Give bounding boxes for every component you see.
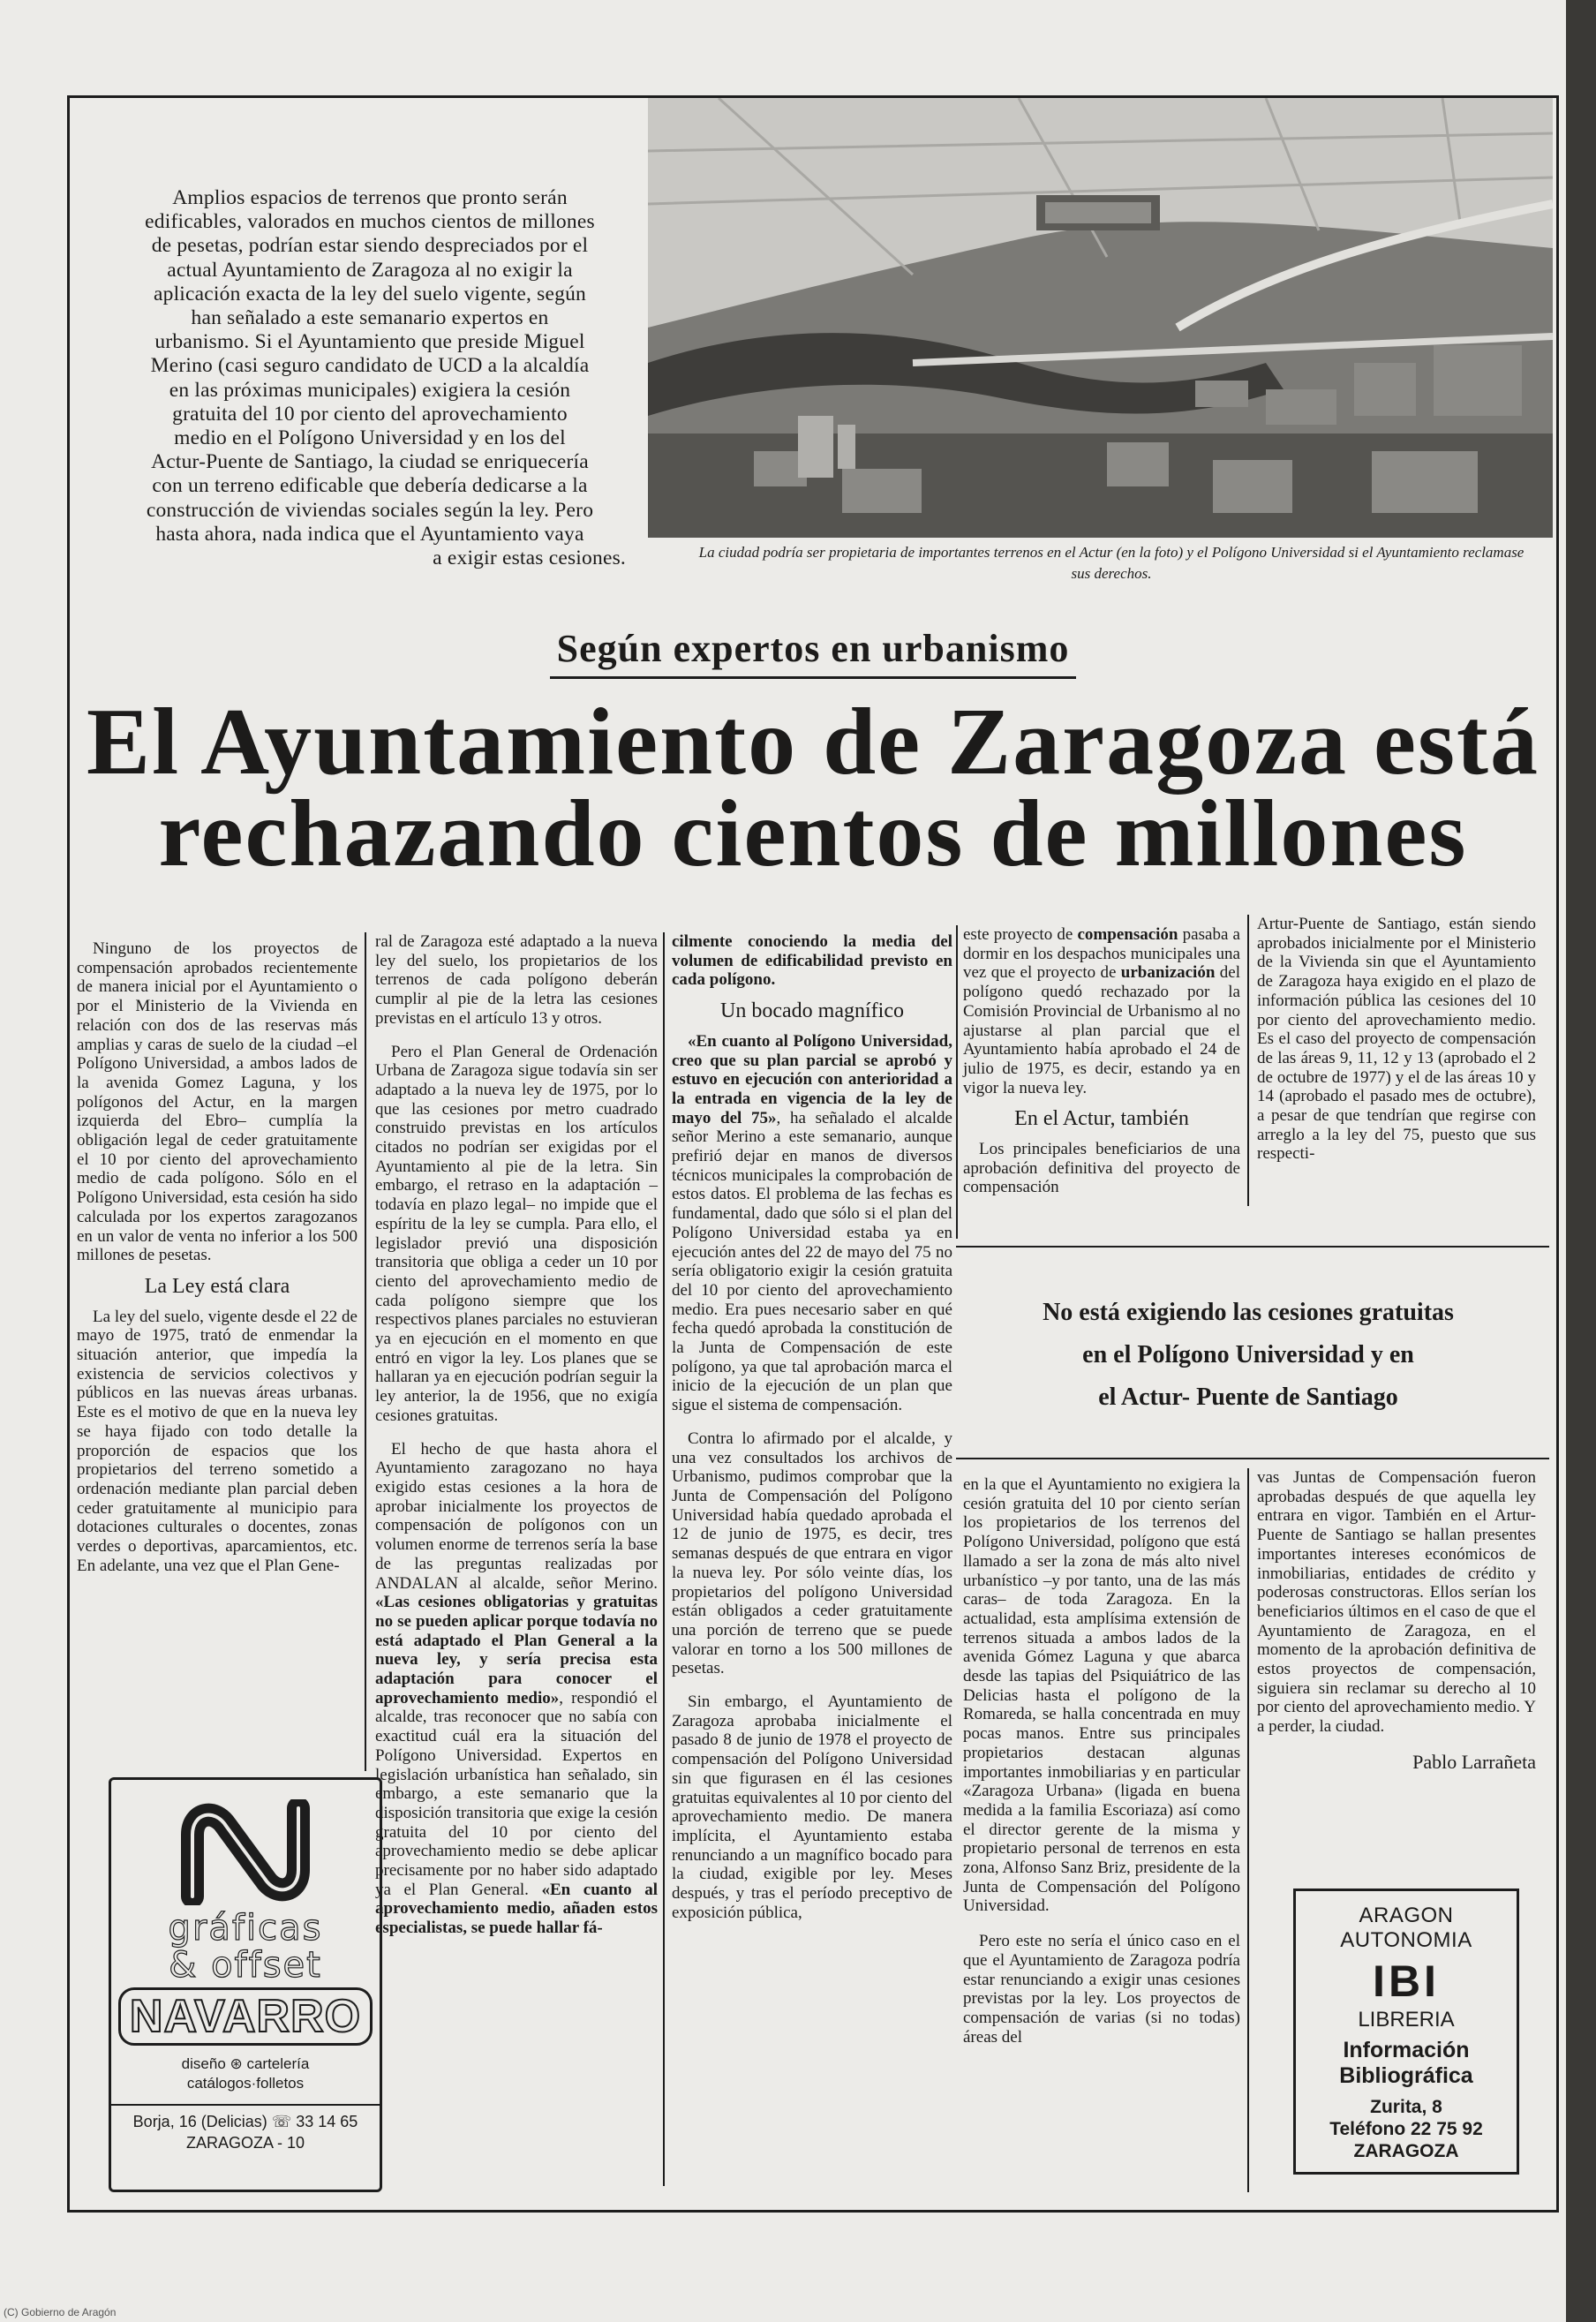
deck-rule-bottom: [956, 1458, 1549, 1459]
text-run: , ha señalado el alcalde señor Merino a este semanario, aunque prefirió dejar en manos de diversos técnicos municipales la comprobación de estos datos. El problema de las fechas es fundamental, dado que sólo si el plan del Polígono Universidad estaba ya en ejecución antes del 22 de mayo del 75 no sería obligatorio exigir la cesión gratuita del 10 por ciento del aprovechamiento medio. Era pues necesario saber en qué fecha quedó aprobada la constitución de la Junta de Compensación de este polígono, ya que tal aprobación marca el inicio de la ejecución de un plan que sigue el sistema de compensación.: [672, 1108, 952, 1415]
lead-line: con un terreno edificable que debería dedicarse a la: [152, 474, 588, 498]
paragraph: Contra lo afirmado por el alcalde, y una vez consultados los archivos de Urbanismo, pudimos comprobar que la Junta de Compensación del Polígono Universidad había quedado aprobada el 12 de junio de 1975, es decir, tres semanas después de que entrara en vigor la nueva ley. Por sólo veinte días, los propietarios del polígono Universidad están obligados a ceder gratuitamente una porción de terreno que se puede valorar en torno a los 500 millones de pesetas.: [672, 1429, 952, 1678]
column-rule: [365, 932, 366, 1771]
lead-line: hasta ahora, nada indica que el Ayuntamiento vaya: [155, 522, 584, 546]
subheading: En el Actur, también: [1014, 1107, 1189, 1131]
paragraph: Ninguno de los proyectos de compensación aprobados recientemente de manera inicial por el Ayuntamiento o por el Ministerio de la Vivienda en relación con dos de las reservas más amplias y caras de suelo de la ciudad –el Polígono Universidad, a ambos lados de la avenida Gomez Laguna, y los polígonos del Actur, en la margen izquierda del Ebro– cumplía la obligación legal de ceder gratuitamente el 10 por ciento del aprovechamiento medio de cada polígono. Sólo en el Polígono Universidad, esta cesión ha sido calculada por los expertos zaragozanos en un valor de venta no inferior a los 500 millones de pesetas.: [77, 939, 358, 1265]
text-run: «En cuanto al Polígono Universidad, creo que su plan parcial se aprobó y estuvo en ejecución con anterioridad a la entrada en vigencia de la ley de mayo del 75»: [672, 1031, 952, 1127]
text-run: , respondió el alcalde, tras reconocer que no sabía con exactitud cuál era la situación del Polígono Universidad. Expertos en legislación urbanística han señalado, sin embargo, a este semanario que la disposición transitoria que exige la cesión gratuita del 10 por ciento del aprovechamiento medio se debe aplicar precisamente por no haber sido adaptado ya el Plan General.: [375, 1688, 658, 1899]
text-run: del polígono quedó rechazado por la Comisión Provincial de Urbanismo al no ajustarse al plan parcial que el Ayuntamiento había aprobado el 24 de julio de 1975, es decir, estando ya en vigor la nueva ley.: [963, 963, 1240, 1097]
text-run: «En cuanto al aprovechamiento medio, añaden estos especialistas, se puede hallar fá-: [375, 1880, 658, 1938]
subheading: La Ley está clara: [144, 1274, 290, 1298]
ad-tagline: & offset: [169, 1945, 322, 1986]
lead-line: actual Ayuntamiento de Zaragoza al no exigir la: [167, 258, 573, 282]
navarro-logo-icon: [175, 1799, 316, 1905]
kicker: [70, 626, 1556, 679]
lead-line: medio en el Polígono Universidad y en los del: [174, 426, 566, 450]
ad-city: ZARAGOZA: [1353, 2141, 1459, 2161]
column-4: [963, 925, 1240, 1197]
author-signature: Pablo Larrañeta: [1412, 1750, 1536, 1773]
paragraph: Artur-Puente de Santiago, están siendo aprobados inicialmente por el Ministerio de la Vivienda sin que el Ayuntamiento de Zaragoza haya exigido en el plazo de información pública las cesiones del 10 por ciento del aprovechamiento medio. Es el caso del proyecto de compensación de las áreas 9, 11, 12 y 13 (aprobado el 2 de octubre de 1977) y el de las áreas 10 y 14 (aprobado el pasado mes de octubre), a pesar de que tendrían que regirse con arreglo a la ley del 75, puesto que sus respecti-: [1257, 915, 1536, 1164]
paragraph: vas Juntas de Compensación fueron aprobadas después de que aquella ley entrara en vigor. También en el Artur-Puente de Santiago se hallan presentes importantes intereses económicos de inmobiliarias, entidades de crédito y poderosas constructoras. Ellos serían los beneficiarios últimos en el caso de que el Ayuntamiento de Zaragoza, en el momento de la aprobación definitiva de estos proyectos de compensación, siguiera sin reclamar su derecho al 10 por ciento del aprovechamiento medio. Y a perder, la ciudad.: [1257, 1468, 1536, 1737]
paragraph: [375, 1440, 658, 1938]
headline-line: rechazando cientos de millones: [158, 781, 1468, 886]
text-run: este proyecto de: [963, 925, 1078, 944]
column-5: [1257, 915, 1536, 1164]
paragraph: Pero este no sería el único caso en el que el Ayuntamiento de Zaragoza podría estar renunciando a exigir unas cesiones previstas por la ley. Los proyectos de compensación de varias (si no todas) áreas del: [963, 1932, 1240, 2047]
column-rule: [1247, 915, 1249, 1206]
ad-address: Borja, 16 (Delicias) ☏ 33 14 65: [111, 2104, 380, 2132]
kicker-text: Según expertos en urbanismo: [550, 626, 1077, 679]
ad-address: Zurita, 8: [1370, 2097, 1442, 2117]
deck-line: No está exigiendo las cesiones gratuitas: [1043, 1299, 1454, 1326]
ad-services: diseño ⊛ cartelería: [181, 2055, 310, 2072]
ibi-logo: IBI: [1373, 1956, 1440, 2006]
paragraph: cilmente conociendo la media del volumen de edificabilidad previsto en cada polígono.: [672, 932, 952, 990]
ad-text: Bibliográfica: [1339, 2063, 1473, 2088]
column-4-continued: [963, 1475, 1240, 2047]
article-frame: [67, 95, 1559, 2213]
ad-tagline: gráficas: [168, 1908, 323, 1949]
paragraph: Pero el Plan General de Ordenación Urbana de Zaragoza sigue todavía sin ser adaptado a la nueva ley de 1975, por lo que las cesiones por metro cuadrado construido previstas en los artículos citados no podrían ser exigidas por el Ayuntamiento al pie de la letra. Sin embargo, el retraso en la adaptación –todavía en plazo legal– no impide que el espíritu de la ley se cumpla. Para ello, el legislador previó una disposición transitoria que obliga a ceder un 10 por ciento del aprovechamiento medio de cada polígono siempre que los respectivos planes parciales no estuvieran ya en ejecución en el momento en que entró en vigor la ley. Los planes que se hallaran ya en ejecución podrían seguir la ley anterior, la de 1956, que no exigía cesiones gratuitas.: [375, 1042, 658, 1425]
headline: [70, 690, 1556, 886]
lead-line: edificables, valorados en muchos cientos de millones: [145, 210, 595, 234]
ad-subtitle: LIBRERIA: [1358, 2008, 1455, 2032]
paragraph: ral de Zaragoza esté adaptado a la nueva ley del suelo, los propietarios de los terrenos de cada polígono deberán cumplir al pie de la letra las cesiones previstas en el artículo 13 y otros.: [375, 932, 658, 1028]
subheading: Un bocado magnífico: [720, 999, 904, 1023]
ad-libreria-ibi: [1293, 1889, 1519, 2175]
ad-graficas-navarro: [109, 1777, 382, 2192]
ad-title: ARAGON AUTONOMIA: [1340, 1904, 1472, 1952]
ad-phone: Teléfono 22 75 92: [1329, 2119, 1483, 2139]
lead-line: construcción de viviendas sociales según la ley. Pero: [146, 498, 594, 522]
text-run: compensación: [1077, 925, 1178, 944]
lead-line: a exigir estas cesiones.: [433, 547, 626, 570]
column-rule: [956, 925, 958, 1239]
aerial-photo-illustration: [648, 98, 1553, 538]
column-rule: [1247, 1468, 1249, 2192]
paragraph: [963, 925, 1240, 1097]
paragraph: [672, 1032, 952, 1415]
ad-city: ZARAGOZA - 10: [185, 2134, 305, 2152]
ad-brand: NAVARRO: [118, 1987, 373, 2046]
deck-rule-top: [956, 1246, 1549, 1248]
lead-line: han señalado a este semanario expertos en: [191, 306, 549, 330]
ad-text: Información: [1343, 2038, 1470, 2062]
lead-line: en las próximas municipales) exigiera la cesión: [169, 378, 571, 402]
text-run: urbanización: [1120, 963, 1216, 983]
paragraph: en la que el Ayuntamiento no exigiera la cesión gratuita del 10 por ciento serían los propietarios de los terrenos del Polígono Universidad, polígono que está llamado a ser la zona de más alto nivel urbanístico –y por tanto, una de las más caras– de toda Zaragoza. En la actualidad, esta amplísima extensión de terrenos situada a ambos lados de la avenida Gómez Laguna y que abarca desde las tapias del Psiquiátrico de las Delicias hasta el polígono de la Romareda, se halla concentrada en muy pocas manos. Entre sus principales propietarios destacan algunas importantes inmobiliarias y en particular «Zaragoza Urbana» (ligada en buena medida a la familia Escoriaza) así como el director gerente de la misma y propietario personal de terrenos en esta zona, Alfonso Sanz Briz, presidente de la Junta de Compensación del Polígono Universidad.: [963, 1475, 1240, 1916]
lead-line: Amplios espacios de terrenos que pronto serán: [172, 186, 568, 209]
page-edge: [1566, 0, 1596, 2322]
aerial-photo: [648, 98, 1553, 538]
paragraph: Sin embargo, el Ayuntamiento de Zaragoza aprobaba inicialmente el pasado 8 de junio de 1978 el proyecto de compensación del Polígono Universidad sin que figurasen en él las cesiones gratuitas equivalentes al 10 por ciento del aprovechamiento medio. De manera implícita, el Ayuntamiento estaba renunciando a un magnífico bocado para la ciudad, exigible por ley. Meses después, y tras el período preceptivo de exposición pública,: [672, 1692, 952, 1922]
text-run: pasaba a dormir en los despachos municipales una vez que el proyecto de: [963, 925, 1240, 983]
paragraph: La ley del suelo, vigente desde el 22 de mayo de 1975, trató de enmendar la situación anterior, que impedía la existencia de servicios colectivos y públicos en las nuevas áreas urbanas. Este es el motivo de que en la nueva ley se haya fijado con todo detalle la proporción de espacios que los propietarios del terreno sometido a ordenación mediante plan parcial deben ceder gratuitamente al municipio para dotaciones culturales o docentes, zonas verdes o deportivas, aparcamientos, etc. En adelante, una vez que el Plan Gene-: [77, 1307, 358, 1575]
photo-caption: La ciudad podría ser propietaria de importantes terrenos en el Actur (en la foto) y el Polígono Universidad si el Ayuntamiento reclamase sus derechos.: [698, 544, 1524, 582]
lead-line: Merino (casi seguro candidato de UCD a la alcaldía: [150, 354, 590, 378]
text-run: «Las cesiones obligatorias y gratuitas no se pueden aplicar porque todavía no está adaptado el Plan General a la nueva ley, y sería precisa esta adaptación para conocer el aprovechamiento medio»: [375, 1593, 658, 1708]
column-1: [77, 939, 358, 1576]
lead-line: urbanismo. Si el Ayuntamiento que preside Miguel: [154, 330, 585, 354]
lead-line: gratuita del 10 por ciento del aprovechamiento: [172, 402, 568, 426]
text-run: El hecho de que hasta ahora el Ayuntamiento zaragozano no haya exigido estas cesiones a la hora de aprobar inicialmente los proyectos de compensación de polígonos con un volumen enorme de terrenos sería la base de las preguntas realizadas por ANDALAN al alcalde, señor Merino.: [375, 1439, 658, 1593]
deck-subheadline: [961, 1292, 1535, 1419]
lead-line: Actur-Puente de Santiago, la ciudad se enriquecería: [151, 450, 589, 474]
lead-line: de pesetas, podrían estar siendo despreciados por el: [151, 234, 589, 258]
deck-line: el Actur- Puente de Santiago: [1098, 1383, 1398, 1411]
column-2: [375, 932, 658, 1938]
copyright-credit: (C) Gobierno de Aragón: [4, 2306, 117, 2318]
ad-services: catálogos·folletos: [186, 2075, 305, 2092]
column-5-continued: [1257, 1468, 1536, 1772]
column-3: [672, 932, 952, 1922]
headline-line: El Ayuntamiento de Zaragoza está: [87, 690, 1540, 795]
column-rule: [663, 932, 665, 2186]
lead-line: aplicación exacta de la ley del suelo vigente, según: [154, 282, 586, 305]
paragraph: Los principales beneficiarios de una aprobación definitiva del proyecto de compensación: [963, 1140, 1240, 1197]
deck-line: en el Polígono Universidad y en: [1082, 1341, 1414, 1368]
article-lead: [105, 186, 635, 570]
